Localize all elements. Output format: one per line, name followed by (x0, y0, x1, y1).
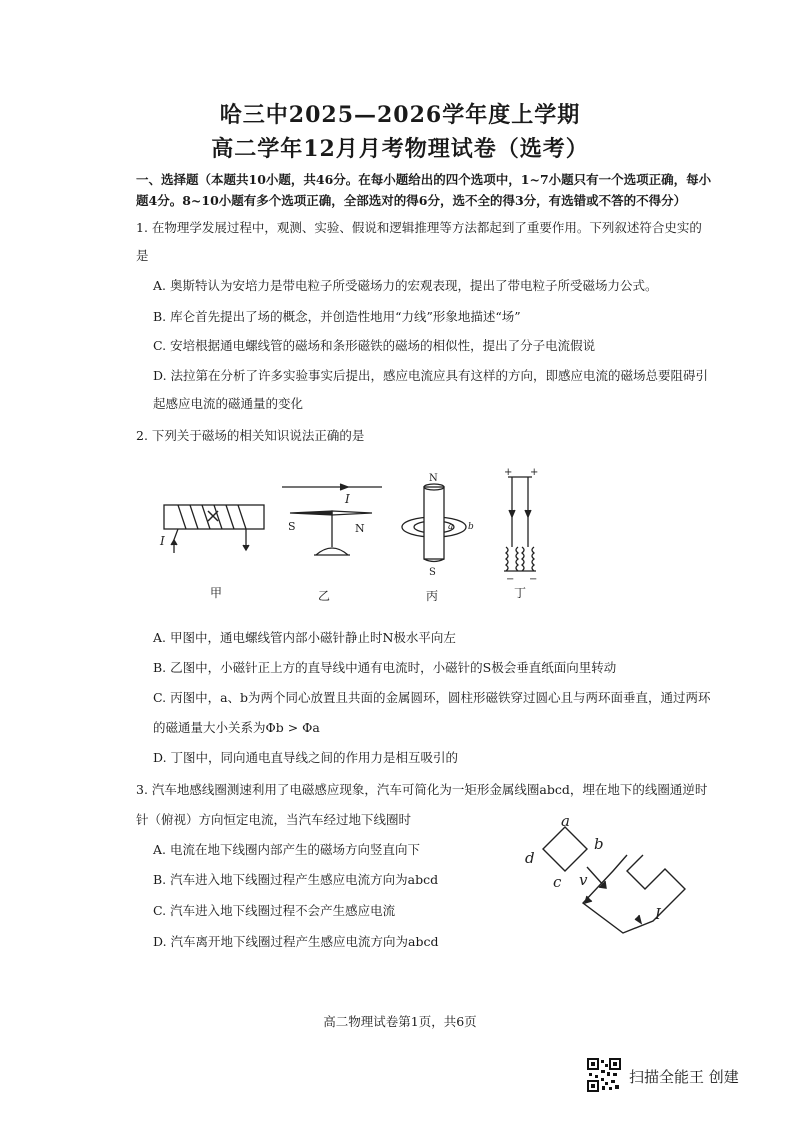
exam-title-line1: 哈三中2025—2026学年度上学期 (219, 102, 581, 128)
q2-option-a: A. 甲图中，通电螺线管内部小磁针静止时N极水平向左 (153, 630, 456, 645)
q2-stem: 2. 下列关于磁场的相关知识说法正确的是 (136, 428, 365, 443)
car-loop (543, 827, 587, 871)
current-label: I (655, 905, 661, 923)
magnet-rings-figure (402, 484, 466, 562)
q3-option-b: B. 汽车进入地下线圈过程产生感应电流方向为abcd (153, 872, 439, 887)
wire-plus-left: + (504, 467, 513, 478)
q2-option-b: B. 乙图中，小磁针正上方的直导线中通有电流时，小磁针的S极会垂直纸面向里转动 (153, 660, 617, 675)
car-coil-figure (543, 827, 685, 933)
wire-minus-left: − (506, 574, 515, 585)
magnet-n-label: N (429, 473, 438, 484)
wire-current-label: I (345, 492, 350, 506)
q1-option-b: B. 库仑首先提出了场的概念，并创造性地用“力线”形象地描述“场” (153, 309, 521, 324)
q1-option-d-line1: D. 法拉第在分析了许多实验事实后提出，感应电流应具有这样的方向，即感应电流的磁场总要阻碍引 (153, 368, 709, 383)
q2-option-c-line2: 的磁通量大小关系为Φb > Φa (153, 720, 320, 735)
q3-stem-line1: 3. 汽车地感线圈测速利用了电磁感应现象，汽车可简化为一矩形金属线圈abcd，埋在地下的线圈通逆时 (136, 782, 708, 797)
solenoid-figure (164, 505, 264, 553)
caption-bing: 丙 (426, 589, 439, 603)
compass-figure (282, 484, 382, 555)
caption-ding: 丁 (514, 586, 527, 600)
q2-option-c-line1: C. 丙图中，a、b为两个同心放置且共面的金属圆环，圆柱形磁铁穿过圆心且与两环面垂直，通过两环 (153, 690, 711, 705)
ring-b-label: b (468, 522, 474, 532)
solenoid-current-label: I (160, 534, 165, 548)
parallel-wires-figure (504, 477, 536, 571)
point-b-label: b (594, 835, 604, 853)
velocity-label: v (579, 871, 588, 889)
ground-coil (583, 855, 685, 933)
magnet-s-label: S (429, 567, 436, 578)
ground-current-arrow-2 (635, 915, 641, 923)
q3-figure (515, 815, 695, 945)
caption-jia: 甲 (210, 586, 223, 600)
exam-title-line2: 高二学年12月月考物理试卷（选考） (211, 136, 589, 162)
q3-option-a: A. 电流在地下线圈内部产生的磁场方向竖直向下 (153, 842, 420, 857)
compass-s-label: S (288, 520, 296, 533)
page-footer: 高二物理试卷第1页，共6页 (323, 1014, 477, 1029)
wire-minus-right: − (529, 574, 538, 585)
wire-plus-right: + (530, 467, 539, 478)
q3-stem-line2: 针（俯视）方向恒定电流，当汽车经过地下线圈时 (136, 812, 412, 827)
q1-stem-line1: 1. 在物理学发展过程中，观测、实验、假说和逻辑推理等方法都起到了重要作用。下列叙述符合史实的 (136, 220, 702, 235)
scanner-watermark-text: 扫描全能王 创建 (629, 1068, 739, 1086)
compass-n-label: N (355, 522, 365, 535)
point-a-label: a (561, 815, 570, 830)
scanner-watermark (587, 1058, 777, 1094)
ring-a-label: a (448, 522, 454, 532)
q3-option-d: D. 汽车离开地下线圈过程产生感应电流方向为abcd (153, 934, 439, 949)
q1-option-d-line2: 起感应电流的磁通量的变化 (153, 396, 304, 411)
q2-figures (150, 465, 570, 610)
section-instructions-line2: 题4分。8~10小题有多个选项正确，全部选对的得6分，选不全的得3分，有选错或不答的不得分） (136, 193, 687, 208)
q1-stem-line2: 是 (136, 248, 149, 263)
q3-option-c: C. 汽车进入地下线圈过程不会产生感应电流 (153, 903, 396, 918)
caption-yi: 乙 (318, 589, 331, 603)
q1-option-a: A. 奥斯特认为安培力是带电粒子所受磁场力的宏观表现，提出了带电粒子所受磁场力公式。 (153, 278, 658, 293)
q2-option-d: D. 丁图中，同向通电直导线之间的作用力是相互吸引的 (153, 750, 459, 765)
point-d-label: d (525, 849, 535, 867)
q1-option-c: C. 安培根据通电螺线管的磁场和条形磁铁的磁场的相似性，提出了分子电流假说 (153, 338, 596, 353)
qr-code-icon (587, 1058, 621, 1092)
section-instructions-line1: 一、选择题（本题共10小题，共46分。在每小题给出的四个选项中，1~7小题只有一个选项正确，每小 (136, 172, 712, 187)
point-c-label: c (553, 873, 562, 891)
